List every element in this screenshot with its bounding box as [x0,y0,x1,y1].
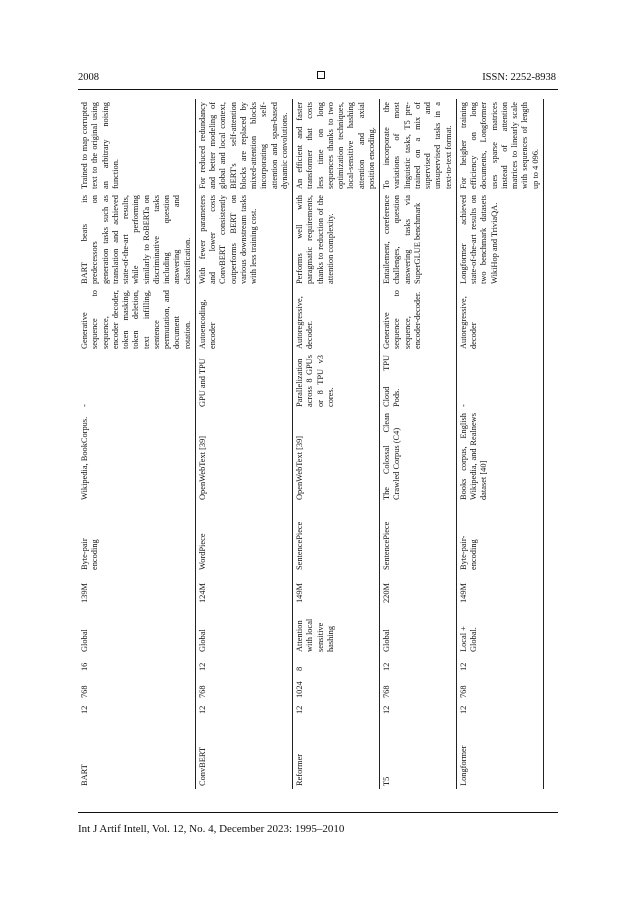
cell-performance: Performs well with paragmatic requirements, thanks to reduction of the attention complexity. [295,195,335,284]
cell-params: 220M [382,582,391,603]
cell-c2: 768 [458,685,468,698]
cell-hardware: - [80,404,89,407]
cell-notes: For heigher training efficiency on long documents, Longformer uses sparse matrices instead of attention matrices to linearly scale with sequences of length up to 4 096. [458,102,540,189]
cell-performance: BART beats its predecessors on generation tasks such as translation and achieved state-of-the-art results, while performing similarly to RoBERTa on discriminative tasks including question answering and classification. [80,195,192,284]
header-rule [78,89,558,90]
cell-architecture: Autoencoding, encoder [197,299,217,349]
cell-performance: Entailement, coreference challenges, question answering tasks via SuperGLUE benchmark [382,195,422,284]
cell-params: 149M [458,582,468,603]
cell-c1: 12 [382,705,391,714]
cell-attention: Local + Global. [458,626,478,652]
cell-hardware: Cloud TPU Pods. [382,355,402,407]
cell-c2: 768 [382,685,391,698]
cell-hardware: GPU and TPU [197,358,207,407]
cell-model: Reformer [295,753,304,786]
table-row [293,99,380,789]
page-number: 2008 [78,72,99,83]
cell-tokenization: SentencePiece [295,521,304,570]
issn-label: ISSN: 2252-8938 [482,72,556,83]
cell-params: 139M [80,582,89,603]
cell-model: BART [80,764,89,786]
table-row [195,99,292,789]
cell-c3: 8 [295,666,304,671]
cell-model: T5 [382,776,391,786]
cell-c1: 12 [197,705,207,714]
cell-model: ConvBERT [197,746,207,786]
table-row [380,99,457,789]
cell-dataset: The Colossal Clean Crawled Corpus (C4) [382,413,402,500]
cell-tokenization: WordPiece [197,533,207,570]
cell-performance: With fewer parameters and lower costs ConvBERT consistently outperforms BERT on various downstream tasks with less training cost. [197,195,258,284]
model-comparison-table [78,99,544,789]
cell-c1: 12 [80,705,89,714]
table-row [456,99,543,789]
cell-notes: To incorporate the variations of most linguistic tasks, T5 pre-trained on a mix of supervised and unsupervised tasks in a text-to-text format. [382,102,453,189]
cell-dataset: OpenWebText [39] [295,435,304,500]
cell-attention: Global [197,629,207,652]
cell-performance: Longformer achieved state-of-the-art results on two benchmark datasets WikiHop and TriviaQA. [458,195,499,284]
cell-c2: 1024 [295,681,304,698]
cell-architecture: Generative sequence to sequence, encoder decoder, token masking, token deletion, text infilling, sentence permutation, and document rotation. [80,290,192,349]
square-icon [317,71,325,79]
cell-notes: An efficient and faster transformer that costs less time on long sequences thanks to two optimization techniques, local-sensitive hashing attention and axial position encoding. [295,102,376,189]
cell-notes: For reduced redundancy and better modeling of global and local context, BERT's self-attention blocks are replaced by mixed-attention blocks incorporating self-attention and span-based dynamic convolutions. [197,102,289,189]
cell-c1: 12 [295,705,304,714]
cell-tokenization: Byte-pair encoding [80,538,100,570]
cell-c3: 16 [80,662,89,671]
footer-rule [78,812,558,813]
cell-c2: 768 [197,685,207,698]
page-footer: Int J Artif Intell, Vol. 12, No. 4, December 2023: 1995–2010 [78,823,345,835]
cell-hardware: - [458,404,468,407]
cell-attention: Global [382,629,391,652]
cell-architecture: Autoregressive, decoder. [295,296,315,349]
cell-c2: 768 [80,685,89,698]
cell-params: 149M [295,582,304,603]
cell-tokenization: SentencePiece [382,521,391,570]
cell-attention: Attention with local sensitive hashing [295,618,335,652]
cell-c3: 12 [197,662,207,671]
cell-params: 124M [197,582,207,603]
cell-tokenization: Byte-pair-encoding [458,535,478,570]
cell-model: Longformer [458,745,468,786]
cell-attention: Global [80,629,89,652]
cell-c3: 12 [458,662,468,671]
cell-dataset: OpenWebText [39] [197,435,207,500]
cell-notes: Trained to map corrupted text to the original using an arbitrary noising function. [80,102,120,189]
cell-c3: 12 [382,662,391,671]
rotated-table-container [78,99,540,789]
cell-hardware: Parallelization across 8 GPUs or 8 TPU v3 cores. [295,355,335,407]
cell-architecture: Autoregressive, decoder [458,296,478,349]
cell-architecture: Generative sequence to sequence, encoder-decoder. [382,290,422,349]
table-row [78,99,195,789]
cell-dataset: Wikipedia, BookCorpus. [80,416,89,500]
cell-dataset: Books corpus, English Wikipedia, and Realnews dataset [40] [458,413,489,500]
cell-c1: 12 [458,705,468,714]
